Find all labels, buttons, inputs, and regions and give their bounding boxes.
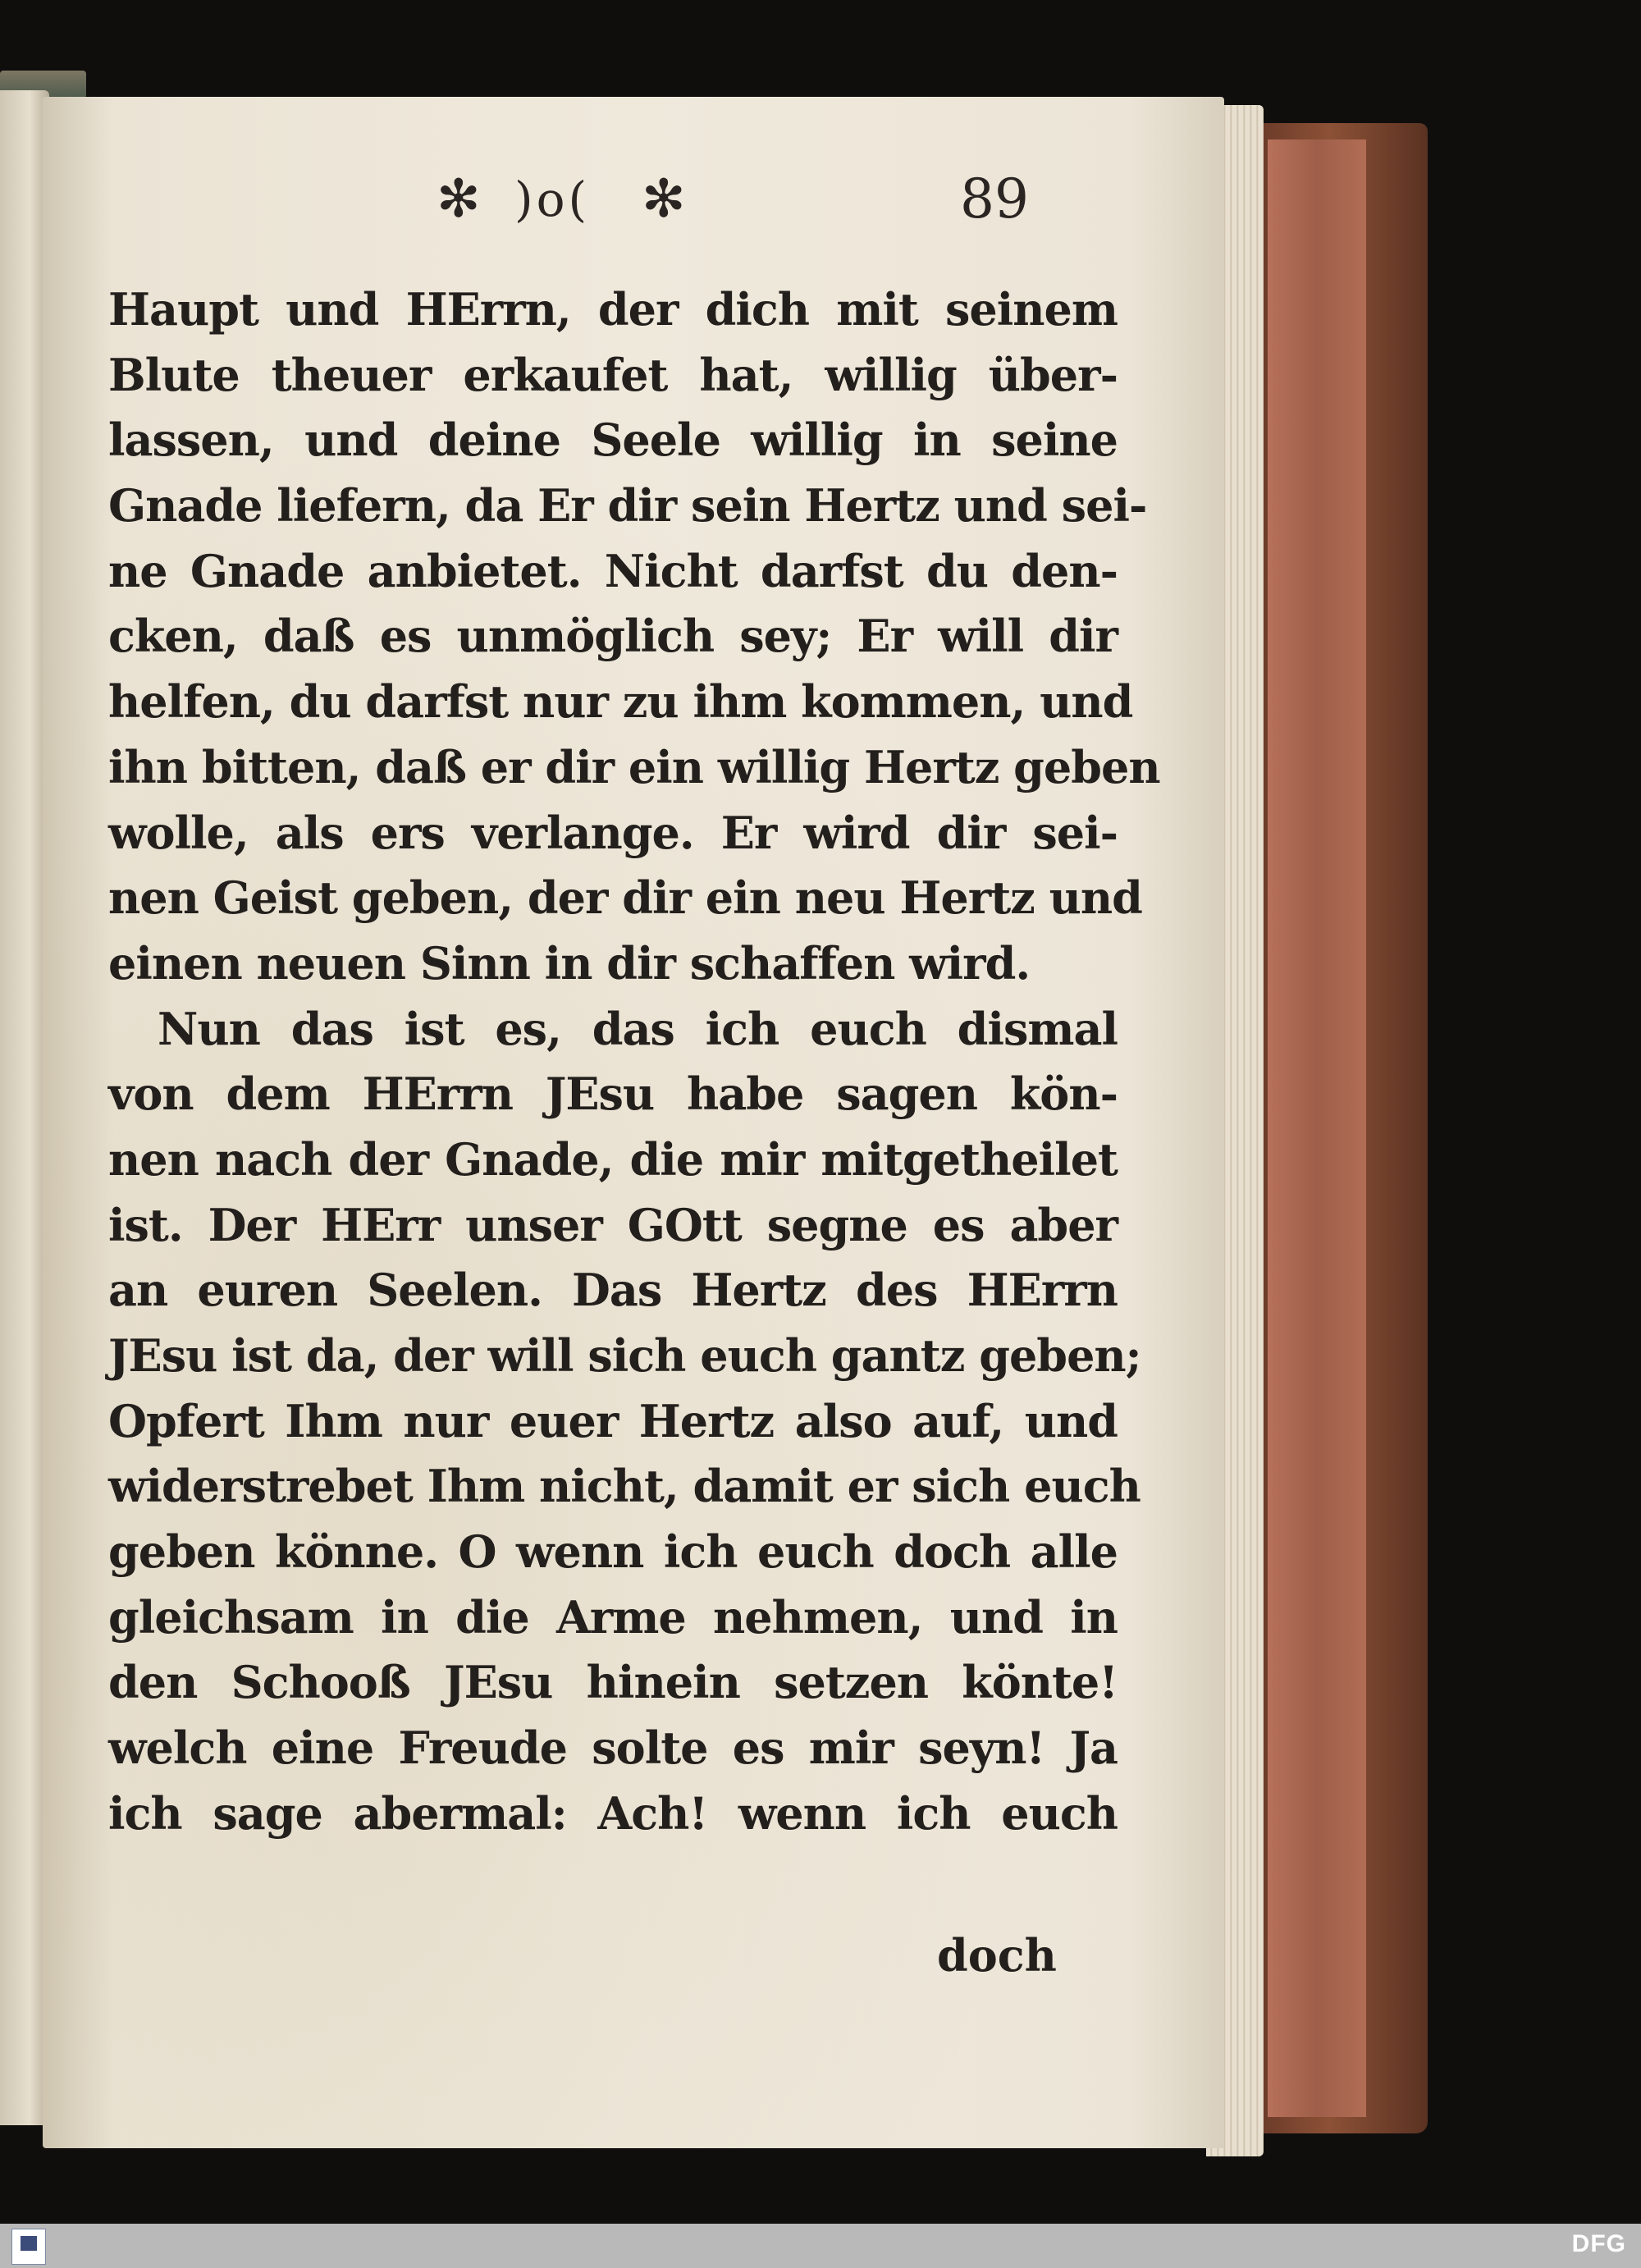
institution-logo-icon [11,2229,46,2265]
text-line: geben könne. O wenn ich euch doch alle [108,1525,1118,1579]
text-line: widerstrebet Ihm nicht, damit er sich euch [108,1460,1140,1513]
page-edge-red [1268,139,1366,2117]
text-line: welch eine Freude solte es mir seyn! Ja [108,1722,1118,1775]
text-line: JEsu ist da, der will sich euch gantz geben; [108,1329,1141,1382]
text-line: Nun das ist es, das ich euch dismal [158,1002,1118,1055]
page-number: 89 [960,167,1029,231]
text-line: Opfert Ihm nur euer Hertz also auf, und [108,1394,1118,1447]
text-line: ich sage abermal: Ach! wenn ich euch [108,1786,1118,1840]
flower-ornament-icon: ✻ [437,169,481,230]
text-line: helfen, du darfst nur zu ihm kommen, und [108,675,1133,729]
text-line: gleichsam in die Arme nehmen, und in [108,1590,1118,1644]
text-line: von dem HErrn JEsu habe sagen kön- [108,1068,1118,1121]
text-line: an euren Seelen. Das Hertz des HErrn [108,1264,1118,1317]
text-line: ist. Der HErr unser GOtt segne es aber [108,1198,1118,1251]
text-line: cken, daß es unmöglich sey; Er will dir [108,610,1118,663]
text-line: nen Geist geben, der dir ein neu Hertz und [108,871,1142,925]
text-line: einen neuen Sinn in dir schaffen wird. [108,936,1031,990]
text-line: wolle, als ers verlange. Er wird dir sei- [108,806,1118,859]
text-line: Blute theuer erkaufet hat, willig über- [108,348,1118,401]
body-text [108,277,1160,1847]
left-page-edge [0,90,49,2125]
text-line: ihn bitten, daß er dir ein willig Hertz geben [108,740,1160,793]
flower-ornament-icon: ✻ [642,169,686,230]
text-line: Haupt und HErrn, der dich mit seinem [108,283,1118,336]
book-page [43,97,1224,2148]
dfg-logo: DFG [1571,2230,1626,2257]
text-line: ne Gnade anbietet. Nicht darfst du den- [108,544,1118,597]
viewer-footer-bar [0,2224,1641,2268]
page-header [43,162,1224,236]
text-line: Gnade liefern, da Er dir sein Hertz und sei- [108,479,1147,533]
catchword: doch [937,1929,1057,1982]
text-line: den Schooß JEsu hinein setzen könte! [108,1656,1118,1709]
text-line: nen nach der Gnade, die mir mitgetheilet [108,1132,1118,1186]
header-ornament: )o( [514,171,591,227]
text-line: lassen, und deine Seele willig in seine [108,414,1118,467]
